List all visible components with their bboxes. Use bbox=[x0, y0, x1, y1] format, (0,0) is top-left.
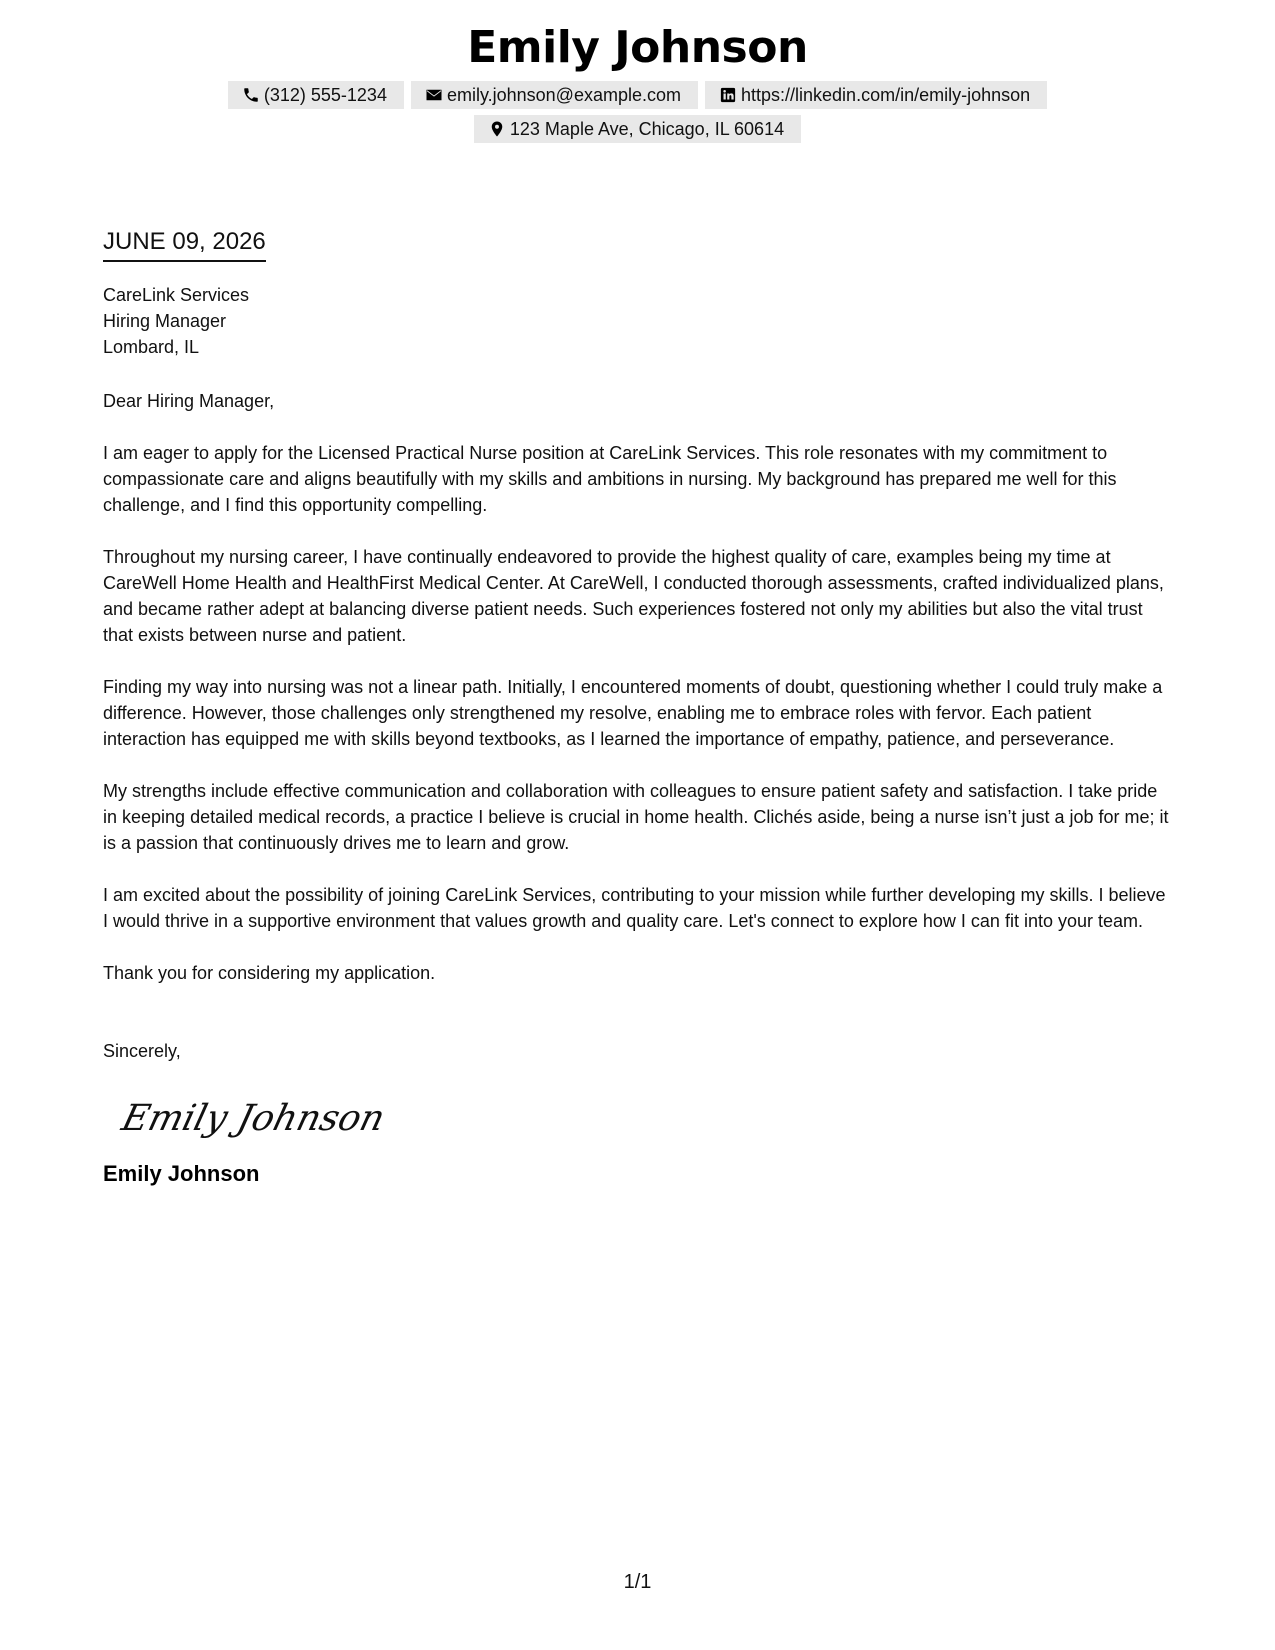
letter-header bbox=[0, 22, 1275, 143]
signer-name: Emily Johnson bbox=[103, 1161, 260, 1186]
contact-row-primary bbox=[0, 81, 1275, 109]
svg-text:Emily Johnson: Emily Johnson bbox=[117, 1096, 390, 1139]
paragraph-strengths: My strengths include effective communication and collaboration with colleagues to ensure patient safety and satisfaction. I take pride in keeping detailed medical records, a practice I believe is crucial in home health. Clichés aside, being a nurse isn’t just a job for me; it is a passion that continuously drives me to learn and grow. bbox=[103, 781, 1169, 853]
contact-row-secondary bbox=[0, 115, 1275, 143]
page-number: 1/1 bbox=[623, 1571, 652, 1593]
map-marker-icon bbox=[488, 120, 506, 138]
paragraph-journey: Finding my way into nursing was not a linear path. Initially, I encountered moments of doubt, questioning whether I could truly make a difference. However, those challenges only strengthened my resolve, enabling me to embrace roles with fervor. Each patient interaction has equipped me with skills beyond textbooks, as I learned the importance of empathy, patience, and perseverance. bbox=[103, 677, 1163, 749]
handwritten-signature bbox=[119, 1086, 1175, 1146]
closing: Sincerely, bbox=[103, 1041, 181, 1061]
letter-body bbox=[103, 226, 1175, 1188]
applicant-name: Emily Johnson bbox=[467, 22, 808, 73]
linkedin-contact[interactable] bbox=[705, 81, 1047, 109]
paragraph-conclusion: I am excited about the possibility of joining CareLink Services, contributing to your mission while further developing my skills. I believe I would thrive in a supportive environment that values growth and quality care. Let's connect to explore how I can fit into your team. bbox=[103, 885, 1166, 931]
recipient-company: CareLink Services bbox=[103, 285, 250, 305]
letter-date: JUNE 09, 2026 bbox=[103, 226, 266, 262]
recipient-location: Lombard, IL bbox=[103, 337, 200, 357]
paragraph-thanks: Thank you for considering my application. bbox=[103, 963, 436, 983]
phone-text: (312) 555-1234 bbox=[263, 84, 387, 105]
salutation: Dear Hiring Manager, bbox=[103, 391, 275, 411]
paragraph-experience: Throughout my nursing career, I have continually endeavored to provide the highest quality of care, examples being my time at CareWell Home Health and HealthFirst Medical Center. At CareWell, I conducted thorough assessments, crafted individualized plans, and became rather adept at balancing diverse patient needs. Such experiences fostered not only my abilities but also the vital trust that exists between nurse and patient. bbox=[103, 547, 1164, 645]
email-contact[interactable] bbox=[411, 81, 698, 109]
paragraph-intro: I am eager to apply for the Licensed Practical Nurse position at CareLink Services. This role resonates with my commitment to compassionate care and aligns beautifully with my skills and ambitions in nursing. My background has prepared me well for this challenge, and I find this opportunity compelling. bbox=[103, 443, 1117, 515]
recipient-block bbox=[103, 282, 1175, 360]
linkedin-icon bbox=[719, 86, 737, 104]
phone-contact bbox=[228, 81, 404, 109]
recipient-title: Hiring Manager bbox=[103, 311, 227, 331]
address-text: 123 Maple Ave, Chicago, IL 60614 bbox=[509, 118, 785, 139]
phone-icon bbox=[242, 86, 260, 104]
envelope-icon bbox=[425, 86, 443, 104]
linkedin-text: https://linkedin.com/in/emily-johnson bbox=[741, 84, 1031, 105]
email-text: emily.johnson@example.com bbox=[446, 84, 681, 105]
address-contact bbox=[474, 115, 801, 143]
